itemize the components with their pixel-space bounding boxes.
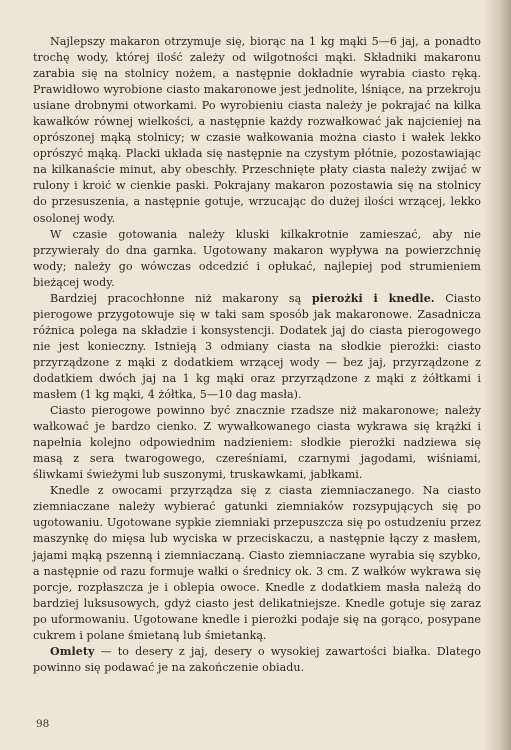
paragraph <box>33 34 481 227</box>
bold-term: pierożki i knedle. <box>311 291 435 305</box>
paragraph-text: Ciasto pierogowe przygotowuje się w taki sam sposób jak makaronowe. Zasadnicza różnica polega na składzie i konsystencji. Dodatek jaj do ciasta pierogowego nie jest konieczny. Istnieją 3 odmiany ciasta na słodkie pierożki: ciasto przyrządzone z mąki z dodatkiem wrzącej wody — bez jaj, przyrządzone z dodatkiem dwóch jaj na 1 kg mąki oraz przyrządzone z mąki z żółtkami i masłem (1 kg mąki, 4 żółtka, 5—10 dag masła). <box>33 291 482 402</box>
paragraph-text: W czasie gotowania należy kluski kilkakrotnie zamieszać, aby nie przywierały do dna garnka. Ugotowany makaron wypływa na powierzchnię wody; należy go wówczas odcedzić i opłukać, najlepiej pod strumieniem bieżącej wody. <box>33 227 481 289</box>
paragraph-text: Bardziej pracochłonne niż makarony są <box>50 291 312 305</box>
paragraph-text: Ciasto pierogowe powinno być znacznie rzadsze niż makaronowe; należy wałkować je bardzo cienko. Z wywałkowanego ciasta wykrawa się krążki i napełnia kolejno odpowiednim nadzieniem: słodkie pierożki nadziewa się masą z sera twarogowego, czereśniami, czarnymi jagodami, wiśniami, śliwkami świeżymi lub suszonymi, truskawkami, jabłkami. <box>33 404 481 482</box>
paragraph-text: Knedle z owocami przyrządza się z ciasta ziemniaczanego. Na ciasto ziemniaczane należy wybierać gatunki ziemniaków rozsypujących się po ugotowaniu. Ugotowane sypkie ziemniaki przepuszcza się po ostudzeniu przez maszynkę do mięsa lub wyciska w przeciskaczu, a następnie łączy z masłem, jajami mąką pszenną i ziemniaczaną. Ciasto ziemniaczane wyrabia się szybko, a następnie od razu formuje wałki o średnicy ok. 3 cm. Z wałków wykrawa się porcje, rozpłaszcza je i oblepia owoce. Knedle z dodatkiem masła należą do bardziej luksusowych, gdyż ciasto jest delikatniejsze. Knedle gotuje się zaraz po uformowaniu. Ugotowane knedle i pierożki podaje się na gorąco, posypane cukrem i polane śmietaną lub śmietanką. <box>33 484 481 642</box>
page-body-text <box>33 34 481 676</box>
paragraph-text: — to desery z jaj, desery o wysokiej zawartości białka. Dlatego powinno się podawać je na zakończenie obiadu. <box>33 644 481 674</box>
paragraph <box>33 403 481 483</box>
paragraph-text: Najlepszy makaron otrzymuje się, biorąc na 1 kg mąki 5—6 jaj, a ponadto trochę wody, której ilość zależy od wilgotności mąki. Składniki makaronu zarabia się na stolnicy nożem, a następnie dokładnie wyrabia ciasto ręką. Prawidłowo wyrobione ciasto makaronowe jest jednolite, lśniące, na przekroju usiane drobnymi otworkami. Po wyrobieniu ciasta należy je pokrajać na kilka kawałków równej wielkości, a następnie każdy rozwałkować jak najcieniej na oprószonej mąką stolnicy; w czasie wałkowania można ciasto i wałek lekko oprószyć mąką. Placki układa się następnie na czystym płótnie, pozostawiając na kilkanaście minut, aby obeschły. Przeschnięte płaty ciasta należy zwijać w rulony i kroić w cienkie paski. Pokrajany makaron pozostawia się na stolnicy do przesuszenia, a następnie gotuje, wrzucając do dużej ilości wrzącej, lekko osolonej wody. <box>33 35 481 225</box>
paragraph <box>33 291 481 403</box>
page-gutter-shadow <box>483 0 511 750</box>
paragraph <box>33 227 481 291</box>
paragraph <box>33 483 481 643</box>
bold-term: Omlety <box>50 644 95 658</box>
page-number: 98 <box>36 718 50 730</box>
paragraph <box>33 644 481 676</box>
